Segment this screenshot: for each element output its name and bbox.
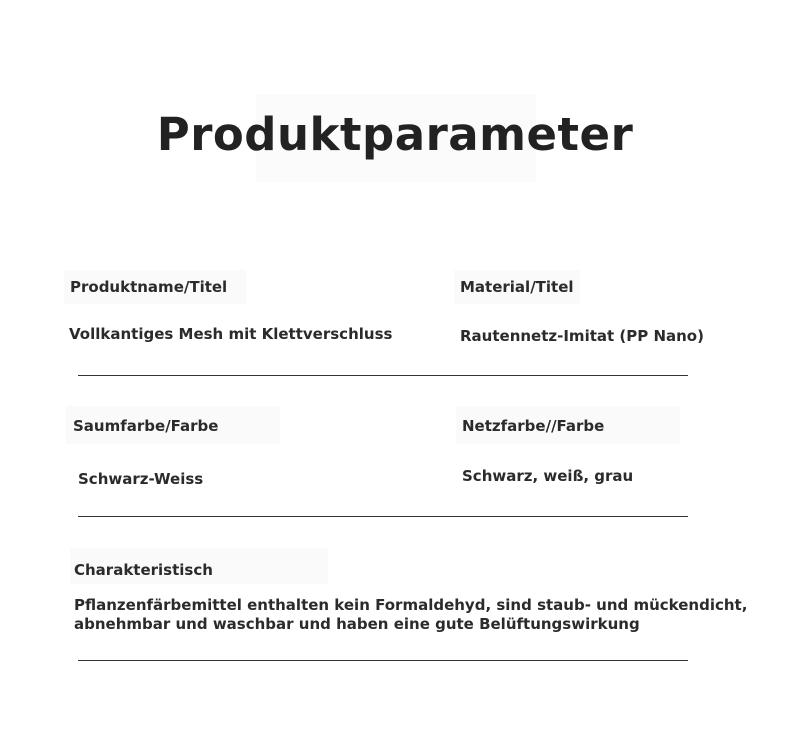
feature-text-line-2: abnehmbar und waschbar und haben eine gute Belüftungswirkung (74, 615, 640, 633)
page-title: Produktparameter (156, 108, 634, 161)
product-name-value: Vollkantiges Mesh mit Klettverschluss (69, 325, 393, 343)
net-color-value: Schwarz, weiß, grau (462, 467, 634, 485)
divider (78, 375, 688, 376)
divider (78, 660, 688, 661)
material-label: Material/Titel (460, 278, 574, 296)
product-name-label: Produktname/Titel (70, 278, 228, 296)
material-value: Rautennetz-Imitat (PP Nano) (460, 327, 704, 345)
hem-color-label: Saumfarbe/Farbe (73, 417, 219, 435)
divider (78, 516, 688, 517)
hem-color-value: Schwarz-Weiss (78, 470, 204, 488)
net-color-label: Netzfarbe//Farbe (462, 417, 605, 435)
feature-label: Charakteristisch (74, 561, 213, 579)
feature-text-line-1: Pflanzenfärbemittel enthalten kein Formaldehyd, sind staub- und mückendicht, (74, 596, 748, 614)
